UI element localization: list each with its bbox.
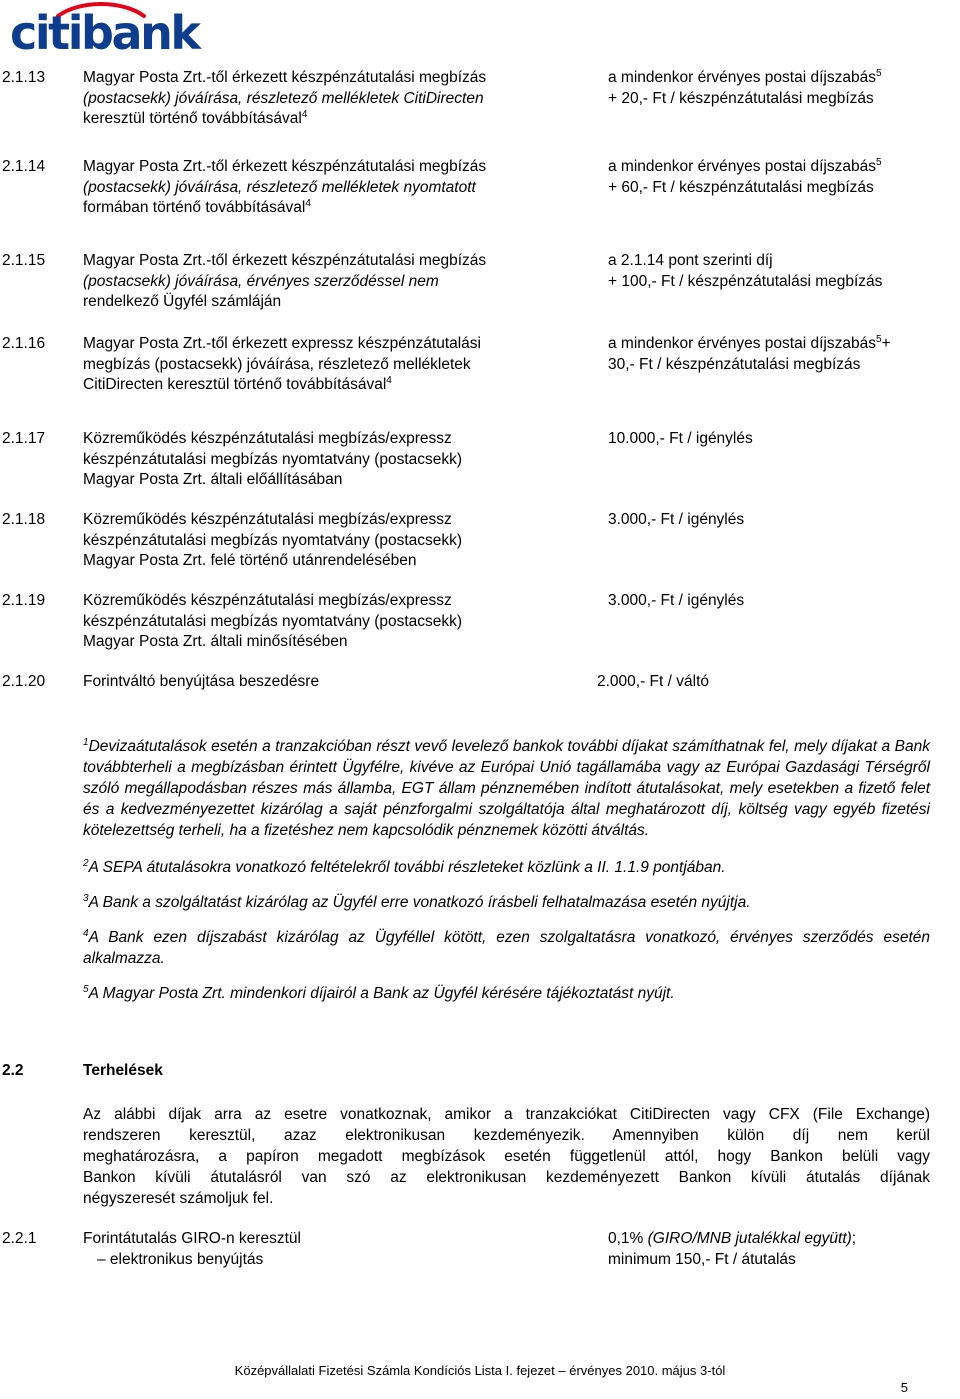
footnote-1: $^1$Devizaátutalások esetén a tranzakcióban részt vevő levelező bankok további díjakat számíthatnak fel, mely díjakat a Bank továbbterheli a megbízásban érintett Ügyfélre, kivéve az Európai Unió tagállamába vagy az Európai Gazdasági Térségről szóló megállapodásban részes más állambа, EGT állam pénznemében indított átutalásokat, mely esetekben a fizető felet és a kedvezményezettet kizárólag a saját pénzforgalmi szolgáltatója által meghatározott díj, költség vagy egyéb fizetési kötelezettség terheli, ha a fizetéshez nem kapcsolódik pénznemek közötti átváltás. [83,737,930,839]
item-fee: 0,1% (GIRO/MNB jutalékkal együtt); minimum 150,- Ft / átutalás [608,1230,857,1268]
footnote-5: $^5$A Magyar Posta Zrt. mindenkori díjairól a Bank az Ügyfél kérésére tájékoztatást nyújt. [83,984,675,1002]
item-number: 2.1.13 [2,69,46,86]
item-fee: 10.000,- Ft / igénylés [608,430,753,447]
item-description: Közreműködés készpénzátutalási megbízás/expressz készpénzátutalási megbízás nyomtatvány (postacsekk) Magyar Posta Zrt. általi minősítésében [83,592,463,650]
section-paragraph: Az alábbi díjak arra az esetre vonatkoznak, amikor a tranzakciókat CitiDirecten vagy CFX (File Exchange) rendszeren keresztül, azaz elektronikusan kezdeményezik. Amennyiben külön díj nem kerül meghatározásra, a papíron megadott megbízások esetén függetlenül attól, hogy Bankon belüli vagy Bankon kívüli átutalásról van szó az elektronikusan kezdeményezett Bankon kívüli átutalás díjának négyszeresét számoljuk fel. [83,1106,930,1207]
item-fee: a mindenkor érvényes postai díjszabás$^5$ + 20,- Ft / készpénzátutalási megbízás [608,68,882,107]
item-number: 2.1.15 [2,252,46,269]
item-fee: a mindenkor érvényes postai díjszabás$^5$ + 60,- Ft / készpénzátutalási megbízás [608,157,882,196]
item-number: 2.2.1 [2,1230,37,1247]
item-fee: 2.000,- Ft / váltó [597,673,709,690]
item-description: Magyar Posta Zrt.-től érkezett készpénzátutalási megbízás (postacsekk) jóváírása, érvényes szerződéssel nem rendelkező Ügyfél számláján [83,252,487,310]
footnotes [83,736,930,1010]
item-number: 2.1.18 [2,511,46,528]
item-description: Közreműködés készpénzátutalási megbízás/expressz készpénzátutalási megbízás nyomtatvány (postacsekk) Magyar Posta Zrt. általi előállításában [83,430,463,488]
svg-text:citibank: citibank [10,6,200,58]
page-number: 5 [900,1380,908,1395]
item-fee: a 2.1.14 pont szerinti díj + 100,- Ft / készpénzátutalási megbízás [608,252,883,290]
item-number: 2.1.20 [2,673,46,690]
item-description: Forintváltó benyújtása beszedésre [83,673,320,690]
item-fee: 3.000,- Ft / igénylés [608,511,745,528]
page-footer: Középvállalati Fizetési Számla Kondíciós Lista I. fejezet – érvényes 2010. május 3-tól [234,1363,726,1378]
item-description: Magyar Posta Zrt.-től érkezett készpénzátutalási megbízás (postacsekk) jóváírása, részletező mellékletek CitiDirecten keresztül történő továbbításával$^4$ [83,69,487,127]
item-description: Forintátutalás GIRO-n keresztül – elektronikus benyújtás [83,1230,301,1268]
item-description: Magyar Posta Zrt.-től érkezett expressz készpénzátutalási megbízás (postacsekk) jóváírása, részletező mellékletek CitiDirecten keresztül történő továbbításával$^4$ [83,335,481,393]
citibank-logo [10,2,210,58]
section-number: 2.2 [2,1062,24,1079]
footnote-3: $^3$A Bank a szolgáltatást kizárólag az Ügyfél erre vonatkozó írásbeli felhatalmazása esetén nyújtja. [83,893,751,911]
section-title: Terhelések [83,1062,163,1079]
item-description: Magyar Posta Zrt.-től érkezett készpénzátutalási megbízás (postacsekk) jóváírása, részletező mellékletek nyomtatott formában történő továbbításával$^4$ [83,158,487,216]
footnote-4: $^4$A Bank ezen díjszabást kizárólag az Ügyféllel kötött, ezen szolgaltatásra vonatkozó, érvényes szerződés esetén alkalmazza. [83,928,930,967]
item-fee: 3.000,- Ft / igénylés [608,592,745,609]
item-fee: a mindenkor érvényes postai díjszabás$^5$+ 30,- Ft / készpénzátutalási megbízás [608,334,891,373]
item-number: 2.1.14 [2,158,46,175]
item-number: 2.1.19 [2,592,46,609]
item-number: 2.1.16 [2,335,46,352]
item-description: Közreműködés készpénzátutalási megbízás/expressz készpénzátutalási megbízás nyomtatvány (postacsekk) Magyar Posta Zrt. felé történő utánrendelésében [83,511,463,569]
item-number: 2.1.17 [2,430,46,447]
footnote-2: $^2$A SEPA átutalásokra vonatkozó feltételekről további részleteket közlünk a II. 1.1.9 pontjában. [83,858,726,876]
